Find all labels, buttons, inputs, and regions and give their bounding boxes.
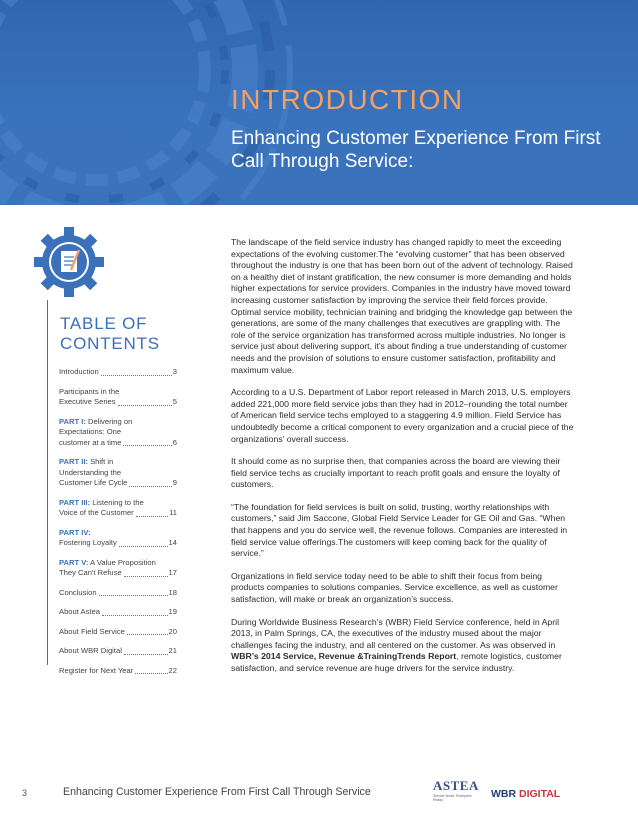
toc-entry-text: Conclusion [59,587,97,597]
report-title: WBR’s 2014 Service, Revenue &TrainingTrends Report [231,651,457,662]
body-paragraph: According to a U.S. Department of Labor report released in March 2013, U.S. employers added 221,000 more field service jobs than they had in 2012–rounding the total number of American field service techs employed to a staggering 4.9 million. Field Service has undoubtedly become a critical component to every organization and a crucial piece of the organizations’ overall success. [231,387,574,444]
toc-title: TABLE OF CONTENTS [60,314,160,353]
toc-entry-text: Register for Next Year [59,665,134,675]
toc-part-label: PART IV: [59,527,91,537]
intro-subtitle: Enhancing Customer Experience From First Call Through Service: [231,128,601,172]
toc-entry-part-5[interactable]: PART V: A Value Proposition They Can't Refuse 17 [59,557,177,577]
toc-entry-part-1[interactable]: PART I: Delivering on Expectations: One customer at a time 6 [59,416,177,447]
toc-entry-part-2[interactable]: PART II: Shift in Understanding the Customer Life Cycle 9 [59,457,177,487]
toc-entry-page: 19 [168,607,177,616]
body-text [231,237,575,686]
toc-entry-part-4[interactable] [59,528,177,549]
astea-logo: ASTEA Service Smart. Enterprise Ready. [433,778,479,802]
body-paragraph: Organizations in field service today need to be able to shift their focus from being products companies to solutions companies. Service excellence, as well as customer satisfaction, will make or break an organization’s success. [231,570,558,605]
toc-entry-page: 18 [168,587,177,597]
toc-entry-page: 20 [168,626,177,636]
page-number: 3 [22,788,28,798]
toc-entry-page: 14 [168,538,177,547]
toc-part-label: PART I: [59,416,86,426]
toc-entry-page: 11 [169,508,177,517]
toc-entry-text: Introduction [59,367,99,376]
header-band [0,0,638,205]
toc-part-label: PART III: [59,497,91,507]
toc-part-label: PART V: [59,557,89,567]
toc-entry-page: 17 [168,568,177,577]
toc-entry-introduction[interactable] [59,367,177,378]
toc-entry-page: 3 [172,367,177,376]
toc-list [59,367,177,685]
toc-entry-page: 5 [172,397,177,406]
toc-entry-conclusion[interactable] [59,588,177,599]
toc-entry-participants[interactable]: Participants in the Executive Series 5 [59,386,177,406]
toc-entry-about-astea[interactable] [59,607,177,618]
toc-entry-about-field-service[interactable] [59,627,177,638]
footer-title: Enhancing Customer Experience From First Call Through Service [63,786,371,798]
body-paragraph: The landscape of the field service industry has changed rapidly to meet the exceeding expectations of the evolving customer.The “evolving customer” that has been observed throughout the industry is one that has been born out of the advent of technology. Raised on a healthy diet of instant gratification, the new consumer is more demanding and holds higher expectations for service providers. Companies in the industry have moved toward increasing customer satisfaction by improving the service their field forces provide. Optimal service mobility, technician training and bridging the knowledge gap between the generations, are some of the many challenges that executives are grappling with. The role of the service organization has transformed across multiple industries. No longer is service just about delivering support, it’s about finding a true understanding of customer needs and the provision of solutions to ensure customer satisfaction, profitability and maximum value. [231,237,573,375]
toc-entry-part-3[interactable]: PART III: Listening to the Voice of the Customer 11 [59,497,177,517]
table-of-contents [47,300,178,675]
toc-entry-text: Fostering Loyalty [59,538,117,547]
body-paragraph: “The foundation for field services is built on solid, trusting, worthy relationships with customers,” said Jim Saccone, Global Field Service Leader for GE Oil and Gas. “When that happens and you do service well, the revenue follows. Companies are interested in field service value offerings.The customers will keep coming back for the quality of service.” [231,501,568,559]
toc-entry-page: 6 [172,437,177,447]
toc-entry-page: 21 [168,646,177,655]
toc-part-label: PART II: [59,457,88,466]
toc-entry-register[interactable] [59,666,177,677]
gear-document-icon [33,226,105,298]
toc-entry-page: 22 [168,665,177,675]
body-paragraph: During Worldwide Business Research’s (WBR) Field Service conference, held in April 2013, in Palm Springs, CA, the executives of the industry mused about the major challenges facing the industry, and all centered on the customer. As was observed in WBR’s 2014 Service, Revenue &TrainingTrends Report, remote logistics, customer satisfaction, and service revenue are huge drivers for the service industry. [231,616,562,673]
toc-entry-about-wbr[interactable] [59,646,177,657]
toc-entry-text: About Astea [59,607,100,616]
toc-entry-text: About WBR Digital [59,646,122,655]
wbr-digital-logo: WBR DIGITAL [491,788,561,800]
toc-entry-text: About Field Service [59,626,125,636]
intro-title: INTRODUCTION [231,84,464,115]
toc-entry-page: 9 [172,478,177,487]
body-paragraph: It should come as no surprise then, that companies across the board are viewing their field service techs as crucially important to reach profit goals and ensure the loyalty of customers. [231,456,561,490]
